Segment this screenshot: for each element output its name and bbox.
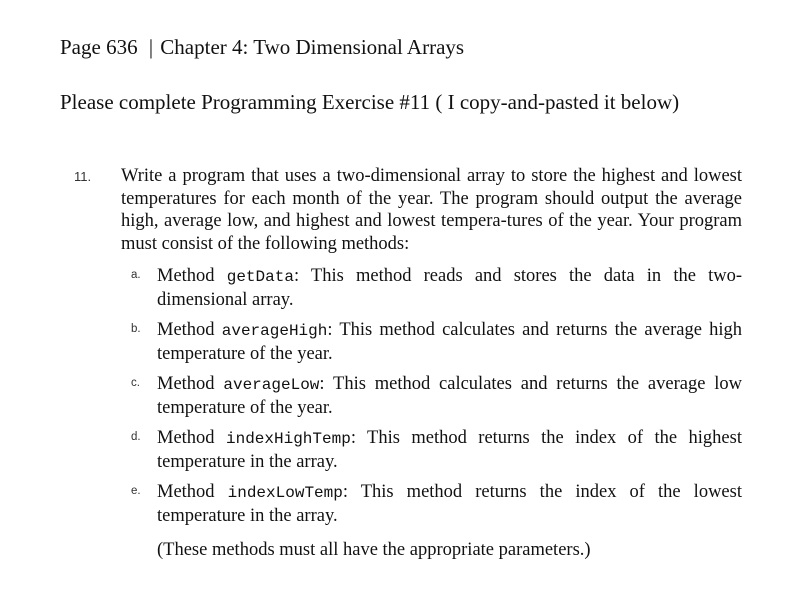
method-description: : This method calculates and returns the average high temperature of the year.	[157, 320, 742, 364]
method-prefix: Method	[157, 482, 228, 502]
exercise-block	[74, 165, 742, 562]
method-code: indexLowTemp	[227, 484, 343, 502]
exercise-description: Write a program that uses a two-dimensional array to store the highest and lowest temperatures for each month of the year. The program should output the average high, average low, and highest and lowest tempera-tures of the year. Your program must consist of the following methods:	[121, 166, 742, 254]
method-code: indexHighTemp	[225, 430, 351, 448]
instruction-text: Please complete Programming Exercise #11 ( I copy-and-pasted it below)	[60, 90, 680, 114]
method-letter: b.	[131, 323, 141, 335]
method-item-get-data	[121, 265, 742, 311]
method-code: averageHigh	[221, 322, 328, 340]
method-prefix: Method	[157, 428, 226, 448]
chapter-title: Chapter 4: Two Dimensional Arrays	[160, 35, 465, 59]
exercise-number: 11.	[74, 169, 92, 184]
page-label: Page 636	[60, 35, 138, 59]
method-letter: d.	[131, 431, 141, 443]
method-description: : This method calculates and returns the average low temperature of the year.	[157, 374, 742, 418]
method-prefix: Method	[157, 266, 227, 286]
method-letter: e.	[131, 485, 141, 497]
method-item-index-high-temp	[121, 427, 742, 473]
page-header	[60, 33, 464, 61]
method-letter: c.	[131, 377, 140, 389]
method-code: getData	[226, 268, 294, 286]
method-item-index-low-temp	[121, 481, 742, 527]
method-description: : This method reads and stores the data in the two-dimensional array.	[157, 266, 742, 310]
methods-note: (These methods must all have the appropriate parameters.)	[157, 540, 591, 560]
method-letter: a.	[131, 269, 141, 281]
method-description: : This method returns the index of the lowest temperature in the array.	[157, 482, 742, 526]
method-list	[121, 265, 742, 527]
method-prefix: Method	[157, 320, 222, 340]
method-item-average-low	[121, 373, 742, 419]
method-prefix: Method	[157, 374, 224, 394]
method-description: : This method returns the index of the highest temperature in the array.	[157, 428, 742, 472]
exercise-body	[121, 165, 742, 562]
method-code: averageLow	[223, 376, 320, 394]
method-item-average-high	[121, 319, 742, 365]
header-separator: |	[148, 35, 154, 59]
